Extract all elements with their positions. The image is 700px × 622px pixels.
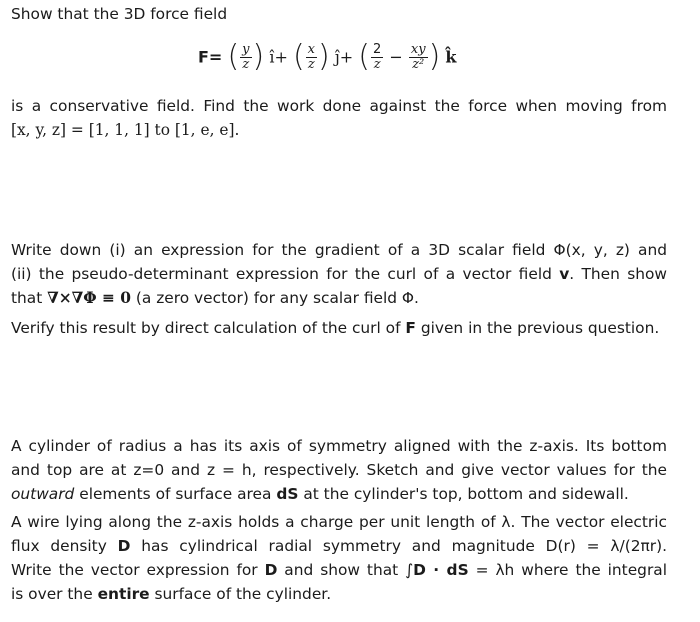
q1-line-1: Show that the 3D force field — [11, 5, 228, 23]
q1-intro — [11, 2, 667, 26]
q1-body — [11, 94, 667, 142]
unit-k: k̂ — [445, 47, 457, 67]
frac-2-over-z: $\frac{2}{z}$ — [373, 41, 382, 72]
q3-body — [11, 434, 667, 606]
unit-j: ȷ̂+ — [334, 47, 354, 67]
q3-line-4: A wire lying along the z-axis holds a charge per unit length of λ. The vector electric — [11, 513, 667, 531]
q2-line-2: (ii) the pseudo-determinant expression for the curl of a vector field v. Then show — [11, 265, 667, 283]
eq-lhs: F= — [198, 47, 223, 67]
frac-x-over-z: $\frac{x}{z}$ — [307, 41, 316, 72]
q3-line-6: Write the vector expression for D and show that ∫D · dS = λh where the integral — [11, 561, 667, 579]
q2-body — [11, 238, 667, 340]
unit-i: ı̂+ — [269, 47, 288, 67]
q1-line-2: is a conservative field. Find the work done against the force when moving from — [11, 97, 667, 115]
q3-line-5: flux density D has cylindrical radial symmetry and magnitude D(r) = λ/(2πr). — [11, 537, 667, 555]
q1-line-3: [x, y, z] = [1, 1, 1] to [1, e, e]. — [11, 121, 240, 139]
q3-line-7: is over the entire surface of the cylinder. — [11, 585, 332, 603]
frac-xy-over-z2: $\frac{xy}{\text{z²}}$ — [410, 41, 426, 72]
frac-y-over-z: $\frac{y}{z}$ — [242, 41, 250, 72]
q2-line-1: Write down (i) an expression for the gradient of a 3D scalar field Φ(x, y, z) and — [11, 241, 667, 259]
q2-line-3: that ∇×∇Φ ≡ 0 (a zero vector) for any scalar field Φ. — [11, 289, 419, 307]
q3-line-2: and top are at z=0 and z = h, respectively. Sketch and give vector values for the — [11, 461, 667, 479]
force-field-equation: F= ( $\frac{y}{z}$ ) ı̂+ ( $\frac{x}{z}$ ) ȷ̂+ ( $\frac{2}{z}$ − $\frac{xy}{\text{z²}}$ ) k̂ — [198, 39, 457, 74]
q3-line-1: A cylinder of radius a has its axis of symmetry aligned with the z-axis. Its bottom — [11, 437, 667, 455]
q2-line-4: Verify this result by direct calculation of the curl of F given in the previous question. — [11, 319, 660, 337]
q3-line-3: outward elements of surface area dS at the cylinder's top, bottom and sidewall. — [11, 485, 629, 503]
eq-minus: − — [389, 47, 403, 67]
